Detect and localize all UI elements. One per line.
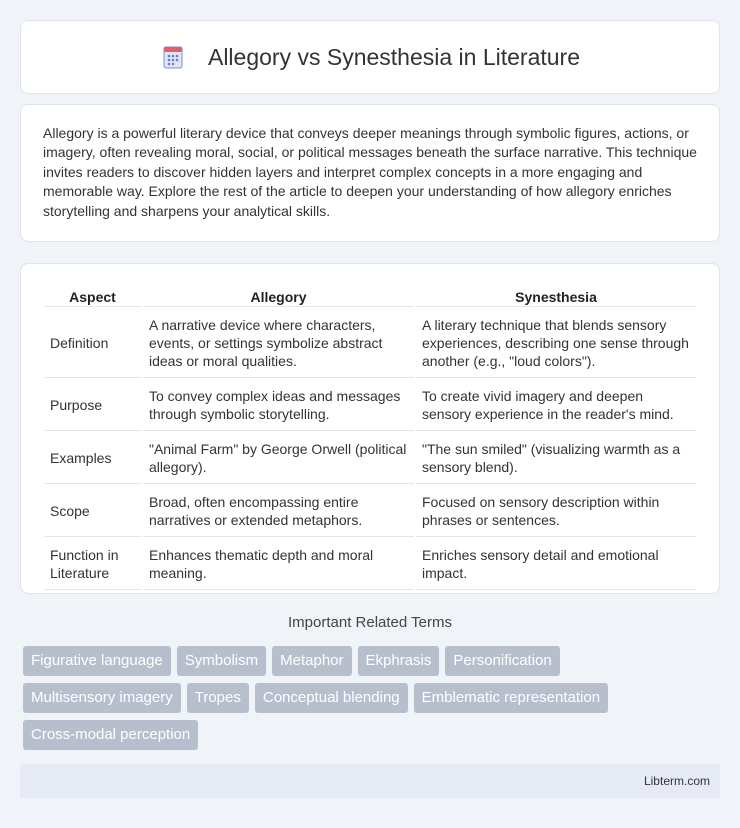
tag-symbolism[interactable]: Symbolism [177,646,266,676]
table-row [44,433,696,484]
row-allegory: Enhances thematic depth and moral meaning. [143,539,414,590]
comparison-table-card [20,263,720,594]
tag-multisensory-imagery[interactable]: Multisensory imagery [23,683,181,713]
table-row [44,309,696,378]
row-allegory: Broad, often encompassing entire narratives or extended metaphors. [143,486,414,537]
row-synesthesia: "The sun smiled" (visualizing warmth as a sensory blend). [416,433,696,484]
row-synesthesia: Focused on sensory description within phrases or sentences. [416,486,696,537]
footer-site-link[interactable]: Libterm.com [643,774,710,788]
header-card [20,20,720,94]
row-aspect: Function in Literature [44,539,141,590]
row-synesthesia: To create vivid imagery and deepen sensory experience in the reader's mind. [416,380,696,431]
row-aspect: Examples [44,433,141,484]
table-row [44,486,696,537]
row-aspect: Purpose [44,380,141,431]
tag-cross-modal-perception[interactable]: Cross-modal perception [23,720,198,750]
tag-emblematic-representation[interactable]: Emblematic representation [414,683,608,713]
related-terms-title: Important Related Terms [288,614,452,631]
row-aspect: Definition [44,309,141,378]
row-allegory: "Animal Farm" by George Orwell (political allegory). [143,433,414,484]
row-synesthesia: Enriches sensory detail and emotional impact. [416,539,696,590]
tag-metaphor[interactable]: Metaphor [272,646,351,676]
header-allegory: Allegory [143,286,414,307]
comparison-table [42,284,698,592]
header-aspect: Aspect [44,286,141,307]
intro-card [20,104,720,242]
row-allegory: To convey complex ideas and messages through symbolic storytelling. [143,380,414,431]
table-row [44,380,696,431]
related-terms-tags [23,646,723,757]
table-header-row [44,286,696,307]
row-aspect: Scope [44,486,141,537]
tag-conceptual-blending[interactable]: Conceptual blending [255,683,408,713]
row-allegory: A narrative device where characters, events, or settings symbolize abstract ideas or moral qualities. [143,309,414,378]
tag-tropes[interactable]: Tropes [187,683,249,713]
footer [20,764,720,798]
table-row [44,539,696,590]
tag-personification[interactable]: Personification [445,646,559,676]
tag-figurative-language[interactable]: Figurative language [23,646,171,676]
header-synesthesia: Synesthesia [416,286,696,307]
intro-text: Allegory is a powerful literary device that conveys deeper meanings through symbolic figures, actions, or imagery, often revealing moral, social, or political messages beneath the surface narrative. This technique invites readers to discover hidden layers and interpret complex concepts in a more engaging and memorable way. Explore the rest of the article to deepen your understanding of how allegory enriches storytelling and sharpens your analytical skills. [43,125,697,219]
notebook-icon [160,44,186,70]
row-synesthesia: A literary technique that blends sensory experiences, describing one sense through another (e.g., "loud colors"). [416,309,696,378]
tag-ekphrasis[interactable]: Ekphrasis [358,646,440,676]
page-title: Allegory vs Synesthesia in Literature [207,43,581,70]
